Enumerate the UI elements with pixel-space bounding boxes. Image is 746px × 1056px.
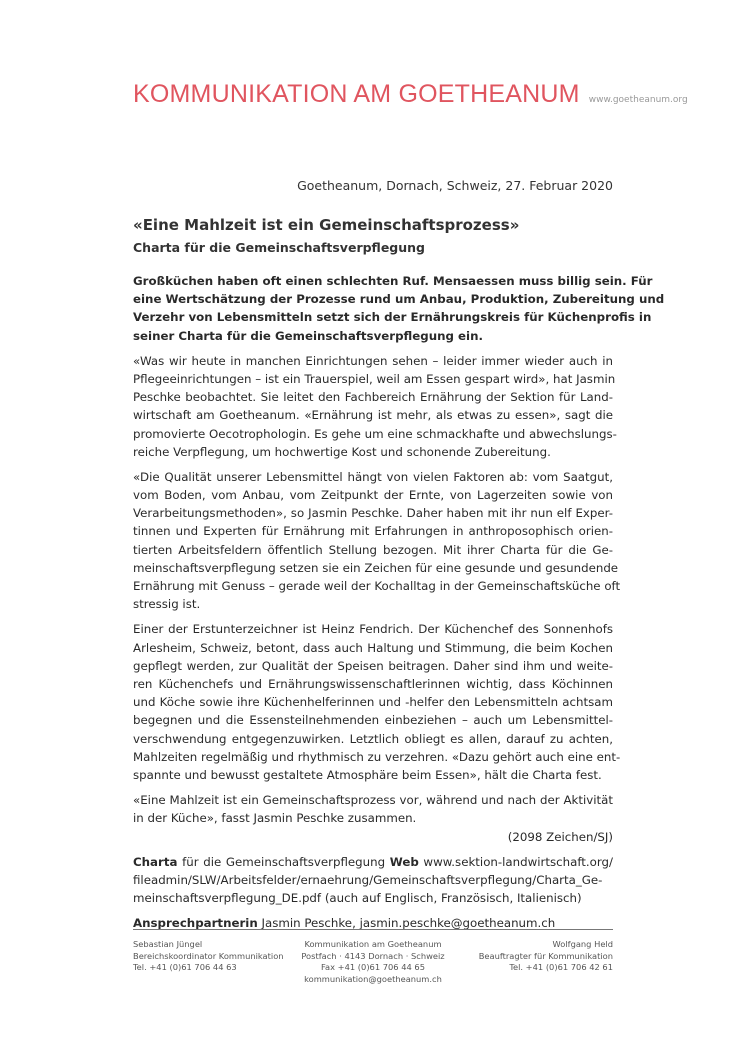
footer-line: Fax +41 (0)61 706 44 65 xyxy=(321,962,425,972)
body-line: Einer der Erstunterzeichner ist Heinz Fendrich. Der Küchenchef des Sonnenhofs xyxy=(133,622,613,637)
body-line: ren Küchenchefs und Ernährungswissenschaftlerinnen wichtig, dass Köchinnen xyxy=(133,676,613,691)
footer-line: Postfach · 4143 Dornach · Schweiz xyxy=(301,950,445,961)
body-line: vom Boden, vom Anbau, vom Zeitpunkt der Ernte, von Lagerzeiten sowie von xyxy=(133,488,613,503)
footer-line: Tel. +41 (0)61 706 44 63 xyxy=(133,962,237,972)
brand-name: KOMMUNIKATION AM GOETHEANUM xyxy=(133,80,580,108)
charta-text: für die Gemeinschaftsverpflegung xyxy=(177,854,390,869)
subheadline: Charta für die Gemeinschaftsverpflegung xyxy=(133,240,425,255)
body-line: «Eine Mahlzeit ist ein Gemeinschaftsprozess vor, während und nach der Aktivität xyxy=(133,793,613,808)
footer-line: Wolfgang Held xyxy=(552,939,613,949)
body-paragraph xyxy=(133,352,617,461)
lead-line: seiner Charta für die Gemeinschaftsverpflegung ein. xyxy=(133,328,483,343)
body-line: tinnen und Experten für Ernährung mit Erfahrungen in anthroposophisch orien- xyxy=(133,524,613,539)
body-line: Pflegeeinrichtungen – ist ein Trauerspiel, weil am Essen gespart wird», hat Jasmin xyxy=(133,371,616,386)
letterhead xyxy=(133,80,688,109)
body-line: stressig ist. xyxy=(133,597,201,612)
body-line: tierten Arbeitsfeldern öffentlich Stellung bezogen. Mit ihrer Charta für die Ge- xyxy=(133,542,613,557)
footer-line: Tel. +41 (0)61 706 42 61 xyxy=(509,962,613,972)
web-link-part[interactable]: www.sektion-landwirtschaft.org/ xyxy=(418,854,613,869)
body-line: gepflegt werden, zur Qualität der Speisen beitragen. Daher sind ihm und weite- xyxy=(133,658,613,673)
body-paragraph xyxy=(133,791,613,827)
body-line: Ernährung mit Genuss – gerade weil der Kochalltag in der Gemeinschaftsküche oft xyxy=(133,579,621,593)
web-link-part[interactable]: meinschaftsverpflegung_DE.pdf (auch auf Englisch, Französisch, Italienisch) xyxy=(133,891,582,906)
footer-line: Bereichskoordinator Kommunikation xyxy=(133,950,284,961)
headline: «Eine Mahlzeit ist ein Gemeinschaftsprozess» xyxy=(133,216,520,234)
body-paragraph xyxy=(133,468,621,614)
web-label: Web xyxy=(389,854,419,869)
body-line: wirtschaft am Goetheanum. «Ernährung ist mehr, als etwas zu essen», sagt die xyxy=(133,408,613,423)
body-line: verschwendung entgegenzuwirken. Letztlich obliegt es allen, darauf zu achten, xyxy=(133,731,613,746)
charta-label: Charta xyxy=(133,854,178,869)
body-line: Mahlzeiten regelmäßig und rhythmisch zu verzehren. «Dazu gehört auch eine ent- xyxy=(133,749,621,764)
body-line: Peschke beobachtet. Sie leitet den Fachbereich Ernährung der Sektion für Land- xyxy=(133,390,613,405)
dateline: Goetheanum, Dornach, Schweiz, 27. Februar 2020 xyxy=(297,178,613,193)
footer-line: Beauftragter für Kommunikation xyxy=(478,950,613,961)
footer-center xyxy=(260,939,486,985)
body-line: meinschaftsverpflegung setzen sie ein Zeichen für eine gesunde und gesundende xyxy=(133,560,619,575)
body-paragraph xyxy=(133,620,621,784)
body-line: «Was wir heute in manchen Einrichtungen sehen – leider immer wieder auch in xyxy=(133,353,613,368)
body-line: promovierte Oecotrophologin. Es gehe um eine schmackhafte und abwechslungs- xyxy=(133,426,617,441)
lead-line: Verzehr von Lebensmitteln setzt sich der Ernährungskreis für Küchenprofis in xyxy=(133,310,652,325)
website-link[interactable]: www.goetheanum.org xyxy=(588,95,688,105)
info-block xyxy=(133,853,613,908)
lead-line: eine Wertschätzung der Prozesse rund um Anbau, Produktion, Zubereitung und xyxy=(133,292,665,307)
footer-line: kommunikation@goetheanum.ch xyxy=(304,973,442,984)
character-count: (2098 Zeichen/SJ) xyxy=(507,830,613,845)
body-line: begegnen und die Essensteilnehmenden einbeziehen – auch um Lebensmittel- xyxy=(133,713,613,728)
lead-paragraph xyxy=(133,272,665,345)
contact-label: Ansprechpartnerin xyxy=(133,916,258,931)
article-body xyxy=(133,272,665,939)
body-line: in der Küche», fasst Jasmin Peschke zusammen. xyxy=(133,811,417,826)
footer-line: Kommunikation am Goetheanum xyxy=(304,939,442,949)
body-line: «Die Qualität unserer Lebensmittel hängt von vielen Faktoren ab: vom Saatgut, xyxy=(133,469,613,484)
footer-divider xyxy=(133,929,613,930)
lead-line: Großküchen haben oft einen schlechten Ruf. Mensaessen muss billig sein. Für xyxy=(133,274,653,288)
footer-right xyxy=(479,939,613,974)
body-line: spannte und bewusst gestaltete Atmosphäre beim Essen», hält die Charta fest. xyxy=(133,767,602,782)
body-line: Arlesheim, Schweiz, betont, dass auch Haltung und Stimmung, die beim Kochen xyxy=(133,640,613,655)
body-line: Verarbeitungsmethoden», so Jasmin Peschke. Daher haben mit ihr nun elf Exper- xyxy=(133,506,613,521)
contact-text[interactable]: Jasmin Peschke, jasmin.peschke@goetheanum.ch xyxy=(257,916,556,931)
body-line: und Köche sowie ihre Küchenhelferinnen und -helfer den Lebensmitteln achtsam xyxy=(133,695,613,710)
web-link-part[interactable]: fileadmin/SLW/Arbeitsfelder/ernaehrung/Gemeinschaftsverpflegung/Charta_Ge- xyxy=(133,872,603,887)
body-line: reiche Verpflegung, um hochwertige Kost und schonende Zubereitung. xyxy=(133,444,551,459)
footer-line: Sebastian Jüngel xyxy=(133,939,203,949)
